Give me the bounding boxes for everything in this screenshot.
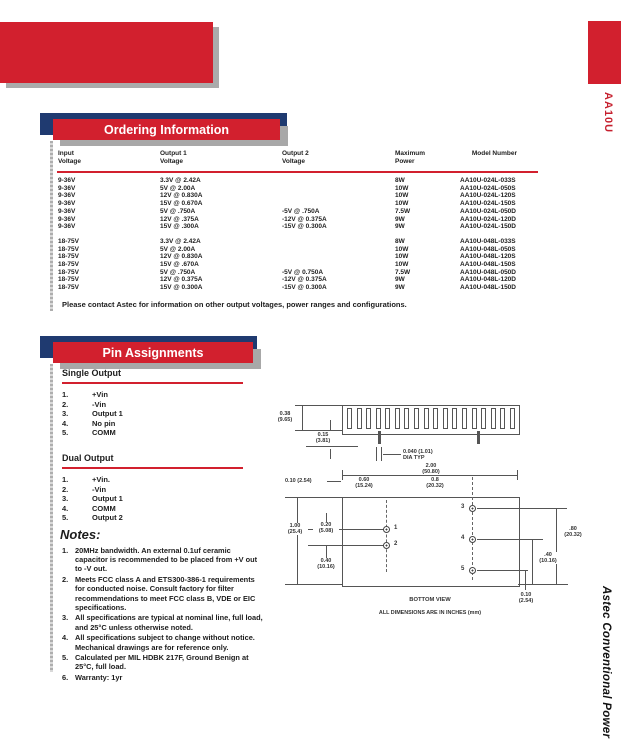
dim-line: [477, 508, 567, 509]
table-cell: 9-36V: [58, 223, 76, 231]
pin-number-1: 1: [394, 525, 398, 531]
dim-line: [327, 481, 341, 482]
table-cell: 12V @ .375A: [160, 215, 199, 223]
table-cell: AA10U-024L-120S: [460, 192, 516, 200]
table-cell: 18-75V: [58, 268, 79, 276]
table-cell: 15V @ 0.670A: [160, 200, 203, 208]
col-header-output1: Output 1 Voltage: [160, 150, 187, 165]
single-output-list: [62, 390, 242, 438]
dim-line: [302, 405, 303, 431]
pin-label: Output 2: [92, 513, 123, 523]
side-footer-label: Astec Conventional Power: [600, 586, 612, 739]
dim-line: [376, 447, 377, 461]
heatsink-fin: [500, 408, 505, 429]
note-item: [62, 633, 264, 651]
dim-line: [477, 570, 528, 571]
table-cell: -15V @ 0.300A: [282, 223, 327, 231]
table-cell: 9-36V: [58, 177, 76, 184]
table-cell: [282, 185, 395, 193]
table-cell: 9W: [395, 215, 405, 223]
pin-row: [62, 400, 242, 410]
note-number: 4.: [62, 633, 69, 643]
table-cell: AA10U-048L-050S: [460, 245, 516, 253]
table-cell: AA10U-048L-120S: [460, 253, 516, 261]
heatsink-fin: [414, 408, 419, 429]
side-view-body: [342, 405, 520, 435]
bottom-pin-4: [469, 536, 476, 543]
heatsink-fin: [491, 408, 496, 429]
table-cell: 10W: [395, 200, 409, 208]
pin-number-4: 4: [461, 535, 465, 541]
heatsink-fin: [443, 408, 448, 429]
table-cell: 3.3V @ 2.42A: [160, 177, 201, 184]
col-header-power: Maximum Power: [395, 150, 425, 165]
dual-output-rule: [62, 467, 243, 469]
contact-note: Please contact Astec for information on other output voltages, power ranges and configurations.: [62, 300, 407, 309]
heatsink-fin: [462, 408, 467, 429]
table-cell: AA10U-024L-050D: [460, 207, 516, 215]
pin-row: [62, 419, 242, 429]
dim-colgap: 0.8 (20.32): [413, 477, 457, 489]
pin-number: 1.: [62, 475, 69, 484]
note-number: 6.: [62, 673, 69, 683]
note-number: 3.: [62, 613, 69, 623]
note-item: [62, 613, 264, 631]
single-output-rule: [62, 382, 243, 384]
note-text: Warranty: 1yr: [75, 673, 123, 683]
pin-label: COMM: [92, 503, 116, 513]
dim-pin5-bottom: 0.10 (2.54): [513, 592, 539, 604]
table-cell: -5V @ 0.750A: [282, 268, 324, 276]
pin-row: [62, 513, 242, 523]
heatsink-fin: [376, 408, 381, 429]
ordering-title-text: Ordering Information: [104, 122, 229, 137]
table-cell: [282, 177, 395, 185]
heatsink-fin: [433, 408, 438, 429]
side-view-pin-left: [378, 431, 381, 444]
table-cell: 10W: [395, 253, 409, 261]
table-cell: 10W: [395, 192, 409, 200]
table-cell: -15V @ 0.300A: [282, 284, 327, 292]
dim-height: 1.00 (25.4): [283, 523, 307, 535]
dim-pin-length: 0.15 (3.81): [308, 432, 338, 444]
pin-number: 5.: [62, 428, 69, 438]
dim-line: [330, 420, 331, 430]
dim-line: [330, 449, 331, 459]
table-cell: 9-36V: [58, 207, 76, 215]
table-cell: 18-75V: [58, 253, 79, 261]
note-number: 2.: [62, 575, 69, 585]
dim-line: [306, 446, 358, 447]
side-tab-label: AA10U: [602, 92, 614, 134]
note-number: 1.: [62, 546, 69, 555]
table-cell: [282, 238, 395, 246]
pin-number: 2.: [62, 399, 69, 409]
dual-output-heading: Dual Output: [62, 453, 114, 463]
dim-line: [477, 539, 543, 540]
dim-pin-dia: 0.040 (1.01) DIA TYP: [403, 449, 433, 461]
table-cell: 9W: [395, 276, 405, 284]
table-cell: [282, 261, 395, 269]
note-number: 5.: [62, 653, 69, 663]
top-left-red-block: [0, 22, 213, 83]
heatsink-fin: [357, 408, 362, 429]
table-cell: 18-75V: [58, 245, 79, 253]
table-cell: AA10U-048L-033S: [460, 237, 516, 245]
dim-total-width: 2.00 (50.80): [405, 463, 457, 475]
pin-number: 4.: [62, 418, 69, 428]
pin-label: -Vin: [92, 399, 107, 409]
pin-label: -Vin: [92, 484, 107, 494]
table-cell: 9-36V: [58, 200, 76, 208]
pin-row: [62, 390, 242, 400]
table-group-gap: [58, 231, 539, 238]
note-text: All specifications are typical at nominal line, full load, and 25°C unless otherwise noted.: [75, 613, 263, 632]
pin-column-line-right: [472, 477, 473, 580]
pin-row: [62, 475, 242, 485]
pin-number-5: 5: [461, 566, 465, 572]
pin-number: 3.: [62, 409, 69, 419]
pin-row: [62, 485, 242, 495]
table-cell: 5V @ 2.00A: [160, 184, 196, 192]
table-cell: 10W: [395, 245, 409, 253]
table-cell: 18-75V: [58, 237, 79, 245]
table-cell: 18-75V: [58, 261, 79, 269]
top-right-red-block: [588, 21, 621, 84]
heatsink-fin: [347, 408, 352, 429]
dim-line: [285, 584, 342, 585]
table-cell: 9-36V: [58, 215, 76, 223]
dim-line: [285, 497, 342, 498]
table-cell: 7.5W: [395, 268, 411, 276]
pin-label: Output 1: [92, 494, 123, 504]
col-header-input: Input Voltage: [58, 150, 81, 165]
table-cell: AA10U-024L-050S: [460, 184, 516, 192]
dim-line: [383, 454, 401, 455]
table-cell: AA10U-048L-150D: [460, 284, 516, 292]
table-cell: 10W: [395, 184, 409, 192]
ordering-section-title: [53, 119, 280, 140]
ordering-header-rule: [57, 171, 538, 173]
table-cell: AA10U-024L-150S: [460, 200, 516, 208]
pin-label: Output 1: [92, 409, 123, 419]
table-cell: 5V @ .750A: [160, 268, 196, 276]
pin-column-line-left: [386, 500, 387, 572]
pin-row: [62, 409, 242, 419]
table-cell: -5V @ .750A: [282, 207, 320, 215]
pin-number-2: 2: [394, 541, 398, 547]
heatsink-fin: [404, 408, 409, 429]
col-header-model: Model Number: [471, 150, 517, 157]
table-cell: 9-36V: [58, 192, 76, 200]
single-output-heading: Single Output: [62, 368, 121, 378]
pin-number: 2.: [62, 484, 69, 494]
note-item: [62, 653, 264, 671]
heatsink-fin: [481, 408, 486, 429]
table-cell: 5V @ .750A: [160, 207, 196, 215]
bottom-pin-3: [469, 505, 476, 512]
table-cell: 15V @ .300A: [160, 223, 199, 231]
ordering-rows: [58, 177, 539, 292]
heatsink-fin: [452, 408, 457, 429]
note-item: [62, 546, 264, 574]
table-cell: AA10U-048L-050D: [460, 268, 516, 276]
table-cell: 3.3V @ 2.42A: [160, 237, 201, 245]
dim-line: [381, 447, 382, 461]
table-cell: 9W: [395, 284, 405, 292]
pins-section-title: [53, 342, 253, 363]
table-cell: AA10U-024L-120D: [460, 215, 516, 223]
dim-line: [326, 546, 327, 558]
table-cell: -12V @ 0.375A: [282, 276, 327, 284]
table-cell: 18-75V: [58, 284, 79, 292]
notes-list: [62, 546, 264, 684]
table-cell: 15V @ .670A: [160, 261, 199, 269]
note-text: All specifications subject to change without notice. Mechanical drawings are for reference only.: [75, 633, 255, 652]
dim-pin-pitch: 0.20 (5.08): [313, 522, 339, 534]
pin-label: No pin: [92, 418, 116, 428]
pin-label: COMM: [92, 428, 116, 438]
pins-title-text: Pin Assignments: [102, 345, 204, 360]
table-cell: 18-75V: [58, 276, 79, 284]
dim-line: [297, 497, 298, 585]
pins-left-stripe: [50, 364, 53, 672]
table-cell: AA10U-048L-150S: [460, 261, 516, 269]
dim-line: [556, 508, 557, 585]
table-cell: 10W: [395, 261, 409, 269]
side-view-pin-right: [477, 431, 480, 444]
table-cell: 12V @ 0.830A: [160, 253, 203, 261]
heatsink-fin: [385, 408, 390, 429]
ordering-left-stripe: [50, 141, 53, 311]
ordering-table-header: [58, 150, 539, 165]
dim-right-inner: .40 (10.16): [534, 552, 562, 564]
bottom-pin-2: [383, 542, 390, 549]
table-cell: 8W: [395, 237, 405, 245]
heatsink-fin: [395, 408, 400, 429]
dim-line: [342, 475, 518, 476]
dual-output-list: [62, 475, 242, 523]
dim-line: [525, 570, 526, 590]
pin-label: +Vin.: [92, 475, 110, 484]
table-cell: 9-36V: [58, 184, 76, 192]
pin-number: 5.: [62, 513, 69, 523]
bottom-view-body: [342, 497, 520, 587]
pin-number: 1.: [62, 390, 69, 399]
bottom-pin-5: [469, 567, 476, 574]
table-cell: [282, 246, 395, 254]
table-cell: [282, 192, 395, 200]
bottom-view-caption: BOTTOM VIEW: [409, 597, 451, 603]
dim-side-height: 0.38 (9.65): [272, 411, 298, 423]
table-cell: -12V @ 0.375A: [282, 215, 327, 223]
dim-line: [342, 470, 343, 480]
dim-right-outer: .80 (20.32): [558, 526, 588, 538]
pin-label: +Vin: [92, 390, 108, 399]
units-note: ALL DIMENSIONS ARE IN INCHES (mm): [378, 610, 482, 616]
table-cell: 15V @ 0.300A: [160, 284, 203, 292]
heatsink-fin: [472, 408, 477, 429]
heatsink-fin: [366, 408, 371, 429]
note-text: 20MHz bandwidth. An external 0.1uf ceramic capacitor is recommended to be placed from +V out to -V out.: [75, 546, 258, 574]
pin-number-3: 3: [461, 504, 465, 510]
table-cell: 8W: [395, 177, 405, 184]
table-cell: AA10U-048L-120D: [460, 276, 516, 284]
table-cell: 12V @ 0.830A: [160, 192, 203, 200]
table-cell: AA10U-024L-033S: [460, 177, 516, 184]
table-cell: 9W: [395, 223, 405, 231]
dim-col1: 0.60 (15.24): [347, 477, 381, 489]
dim-line: [308, 545, 384, 546]
pin-row: [62, 494, 242, 504]
notes-heading: Notes:: [60, 527, 101, 542]
table-cell: [282, 253, 395, 261]
heatsink-fin: [424, 408, 429, 429]
table-cell: 7.5W: [395, 207, 411, 215]
note-item: [62, 575, 264, 612]
dim-line: [532, 539, 533, 585]
pin-row: [62, 504, 242, 514]
dim-line: [517, 470, 518, 480]
col-header-output2: Output 2 Voltage: [282, 150, 309, 165]
table-cell: 12V @ 0.375A: [160, 276, 203, 284]
dim-pin2-bottom: 0.40 (10.16): [311, 558, 341, 570]
note-text: Calculated per MIL HDBK 217F, Ground Benign at 25°C, full load.: [75, 653, 249, 672]
table-cell: [282, 200, 395, 208]
bottom-pin-1: [383, 526, 390, 533]
dim-edge-offset: 0.10 (2.54): [285, 478, 312, 484]
pin-row: [62, 428, 242, 438]
table-cell: AA10U-024L-150D: [460, 223, 516, 231]
note-item: [62, 673, 264, 682]
pin-number: 3.: [62, 494, 69, 504]
heatsink-fin: [510, 408, 515, 429]
note-text: Meets FCC class A and ETS300-386-1 requirements for conducted noise. Consult factory for filter recommendations to meet FCC class B, VDE or EIC specifications.: [75, 575, 256, 612]
pin-number: 4.: [62, 503, 69, 513]
table-cell: 5V @ 2.00A: [160, 245, 196, 253]
